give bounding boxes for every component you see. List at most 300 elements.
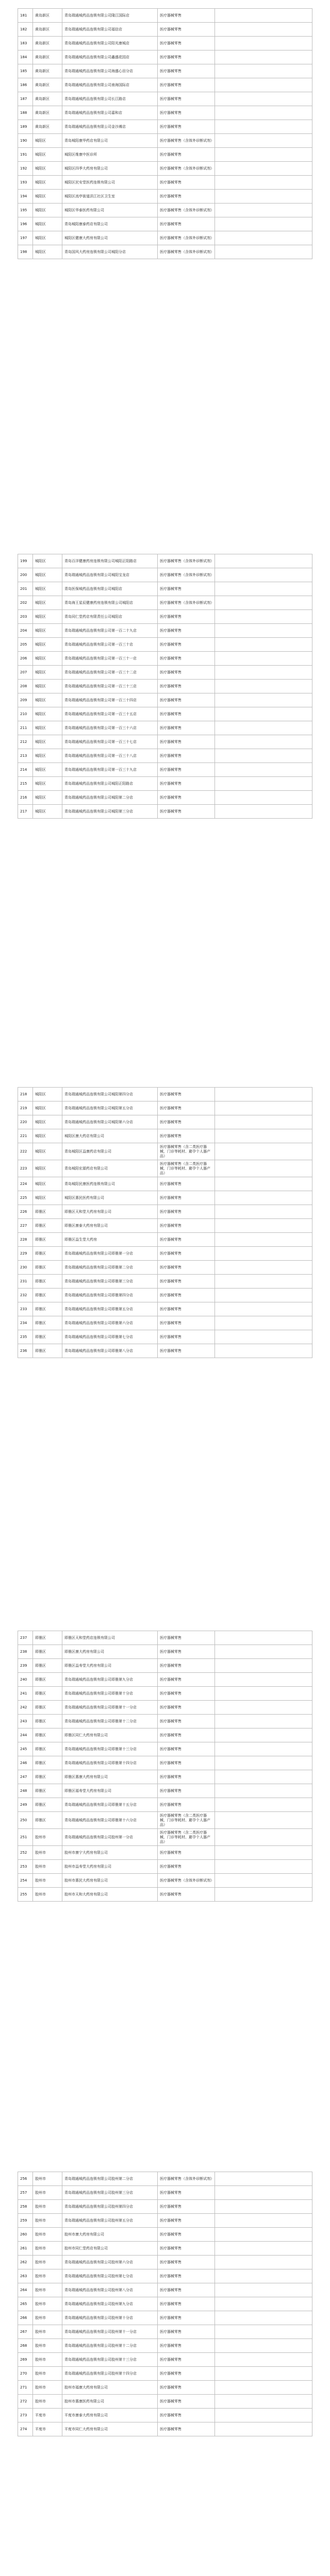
row-district: 黄岛新区 <box>33 50 62 64</box>
row-business-type: 医疗器械零售 <box>158 1756 215 1770</box>
row-business-type: 医疗器械零售 <box>158 1233 215 1247</box>
row-district: 即墨区 <box>33 1784 62 1798</box>
row-number: 253 <box>18 1860 33 1874</box>
row-company-name: 青岛瑞通城药品连锁有限公司城阳第六分店 <box>62 1115 158 1129</box>
row-number: 246 <box>18 1756 33 1770</box>
row-company-name: 青岛城阳民康医药连锁有限公司 <box>62 1177 158 1191</box>
row-number: 195 <box>18 204 33 217</box>
row-number: 192 <box>18 162 33 176</box>
table-row <box>18 2242 312 2256</box>
row-business-type: 医疗器械零售 <box>158 2395 215 2409</box>
table-row <box>18 50 312 64</box>
table-row <box>18 1275 312 1289</box>
row-business-type: 医疗器械零售 <box>158 1129 215 1143</box>
row-blank-cell <box>215 1756 312 1770</box>
row-district: 城阳区 <box>33 1177 62 1191</box>
row-blank-cell <box>215 1874 312 1888</box>
row-company-name: 青岛城阳康泰药店有限公司 <box>62 217 158 231</box>
table-row <box>18 1289 312 1302</box>
row-company-name: 青岛瑞通城药品连锁有限公司海盛心田分店 <box>62 64 158 78</box>
row-number: 255 <box>18 1888 33 1902</box>
table-row <box>18 596 312 610</box>
row-company-name: 青岛瑞通城药品连锁有限公司隆江国际店 <box>62 9 158 23</box>
row-business-type: 医疗器械零售 <box>158 23 215 37</box>
table-row <box>18 1247 312 1261</box>
table-fragment <box>18 2172 312 2436</box>
row-business-type: 医疗器械零售 <box>158 1631 215 1645</box>
row-blank-cell <box>215 2395 312 2409</box>
row-number: 221 <box>18 1129 33 1143</box>
table-row <box>18 37 312 50</box>
row-district: 胶州市 <box>33 2353 62 2367</box>
row-company-name: 即墨区康泰大药房有限公司 <box>62 1219 158 1233</box>
row-blank-cell <box>215 805 312 819</box>
row-business-type: 医疗器械零售 <box>158 2269 215 2283</box>
row-company-name: 胶州市福康大药房有限公司 <box>62 2381 158 2395</box>
table-row <box>18 2297 312 2311</box>
row-blank-cell <box>215 610 312 624</box>
row-district: 即墨区 <box>33 1673 62 1687</box>
row-company-name: 即墨区福寿堂大药房有限公司 <box>62 1784 158 1798</box>
row-blank-cell <box>215 231 312 245</box>
row-blank-cell <box>215 2172 312 2186</box>
row-district: 城阳区 <box>33 582 62 596</box>
row-district: 城阳区 <box>33 1160 62 1177</box>
row-number: 235 <box>18 1330 33 1344</box>
row-number: 274 <box>18 2422 33 2436</box>
row-blank-cell <box>215 1659 312 1673</box>
table-row <box>18 735 312 749</box>
row-number: 209 <box>18 693 33 707</box>
row-number: 216 <box>18 791 33 805</box>
row-district: 胶州市 <box>33 2200 62 2214</box>
table-row <box>18 610 312 624</box>
row-blank-cell <box>215 1160 312 1177</box>
row-business-type: 医疗器械零售（含体外诊断试剂） <box>158 245 215 259</box>
row-blank-cell <box>215 693 312 707</box>
table-row <box>18 134 312 148</box>
row-business-type: 医疗器械零售 <box>158 777 215 791</box>
row-district: 黄岛新区 <box>33 120 62 134</box>
table-row <box>18 2214 312 2228</box>
table-row <box>18 1631 312 1645</box>
row-business-type: 医疗器械零售 <box>158 1205 215 1219</box>
row-district: 城阳区 <box>33 693 62 707</box>
row-number: 201 <box>18 582 33 596</box>
row-company-name: 城阳区华泰医药有限公司 <box>62 204 158 217</box>
row-blank-cell <box>215 1233 312 1247</box>
row-district: 胶州市 <box>33 2311 62 2325</box>
row-number: 210 <box>18 707 33 721</box>
row-business-type: 医疗器械零售 <box>158 582 215 596</box>
row-company-name: 青岛瑞通城药品连锁有限公司鑫盛花园店 <box>62 50 158 64</box>
row-business-type: 医疗器械零售 <box>158 1302 215 1316</box>
row-business-type: 医疗器械零售 <box>158 1798 215 1812</box>
table-row <box>18 231 312 245</box>
row-business-type: 医疗器械零售 <box>158 2242 215 2256</box>
row-company-name: 平度市康泰大药房有限公司 <box>62 2409 158 2422</box>
row-number: 240 <box>18 1673 33 1687</box>
row-business-type: 医疗器械零售（含体外诊断试剂） <box>158 134 215 148</box>
row-company-name: 青岛瑞通城药品连锁有限公司嘉和店 <box>62 106 158 120</box>
row-company-name: 青岛瑞通城药品连锁有限公司即墨第八分店 <box>62 1344 158 1358</box>
row-blank-cell <box>215 1888 312 1902</box>
row-business-type: 医疗器械零售 <box>158 120 215 134</box>
row-company-name: 青岛瑞通城药品连锁有限公司胶州第九分店 <box>62 2297 158 2311</box>
row-business-type: 医疗器械零售 <box>158 749 215 763</box>
row-number: 266 <box>18 2311 33 2325</box>
row-blank-cell <box>215 1247 312 1261</box>
row-blank-cell <box>215 64 312 78</box>
row-district: 城阳区 <box>33 763 62 777</box>
row-blank-cell <box>215 1143 312 1160</box>
table-row <box>18 78 312 92</box>
row-business-type: 医疗器械零售 <box>158 1289 215 1302</box>
row-business-type: 医疗器械零售（含体外诊断试剂） <box>158 162 215 176</box>
row-number: 191 <box>18 148 33 162</box>
row-district: 城阳区 <box>33 1191 62 1205</box>
row-district: 城阳区 <box>33 610 62 624</box>
row-company-name: 青岛瑞通城药品连锁有限公司金沙滩店 <box>62 120 158 134</box>
row-company-name: 青岛瑞通城药品连锁有限公司即墨第十一分店 <box>62 1701 158 1715</box>
row-business-type: 医疗器械零售 <box>158 1860 215 1874</box>
row-business-type: 医疗器械零售 <box>158 1191 215 1205</box>
row-number: 199 <box>18 554 33 568</box>
table-row <box>18 1302 312 1316</box>
row-business-type: 医疗器械零售 <box>158 624 215 638</box>
table-row <box>18 217 312 231</box>
row-business-type: 医疗器械零售 <box>158 50 215 64</box>
row-number: 273 <box>18 2409 33 2422</box>
row-blank-cell <box>215 735 312 749</box>
table-fragment <box>18 8 312 259</box>
row-blank-cell <box>215 1673 312 1687</box>
row-business-type: 医疗器械零售 <box>158 1177 215 1191</box>
row-number: 262 <box>18 2256 33 2269</box>
row-number: 186 <box>18 78 33 92</box>
row-blank-cell <box>215 1742 312 1756</box>
row-number: 232 <box>18 1289 33 1302</box>
row-blank-cell <box>215 791 312 805</box>
row-blank-cell <box>215 23 312 37</box>
row-number: 261 <box>18 2242 33 2256</box>
row-number: 184 <box>18 50 33 64</box>
table-row <box>18 1344 312 1358</box>
row-district: 即墨区 <box>33 1344 62 1358</box>
row-business-type: 医疗器械零售 <box>158 92 215 106</box>
table-row <box>18 2172 312 2186</box>
row-number: 230 <box>18 1261 33 1275</box>
row-blank-cell <box>215 1715 312 1728</box>
table-row <box>18 1874 312 1888</box>
table-row <box>18 2367 312 2381</box>
row-business-type: 医疗器械零售 <box>158 1261 215 1275</box>
row-company-name: 即墨区惠康大药房有限公司 <box>62 1770 158 1784</box>
row-number: 196 <box>18 217 33 231</box>
row-company-name: 青岛瑞通城药品连锁有限公司即墨第十三分店 <box>62 1742 158 1756</box>
row-business-type: 医疗器械零售 <box>158 1888 215 1902</box>
row-company-name: 青岛瑞通城药品连锁有限公司即墨第七分店 <box>62 1330 158 1344</box>
row-number: 259 <box>18 2214 33 2228</box>
row-number: 203 <box>18 610 33 624</box>
table-row <box>18 64 312 78</box>
row-blank-cell <box>215 2214 312 2228</box>
row-blank-cell <box>215 1701 312 1715</box>
row-district: 即墨区 <box>33 1715 62 1728</box>
row-company-name: 青岛百洋健康药房连锁有限公司城阳正阳路店 <box>62 554 158 568</box>
row-blank-cell <box>215 2381 312 2395</box>
table-row <box>18 2339 312 2353</box>
row-business-type: 医疗器械零售 <box>158 2186 215 2200</box>
row-company-name: 青岛瑞通城药品连锁有限公司即墨第四分店 <box>62 1289 158 1302</box>
table-row <box>18 1191 312 1205</box>
row-blank-cell <box>215 2353 312 2367</box>
row-company-name: 青岛医保城药品连锁有限公司城阳店 <box>62 582 158 596</box>
row-company-name: 青岛瑞通城药品连锁有限公司城阳正阳路店 <box>62 777 158 791</box>
row-company-name: 青岛瑞通城药品连锁有限公司胶州第七分店 <box>62 2269 158 2283</box>
row-blank-cell <box>215 2186 312 2200</box>
registry-table <box>18 1087 312 1358</box>
row-number: 234 <box>18 1316 33 1330</box>
row-blank-cell <box>215 1829 312 1846</box>
row-business-type: 医疗器械零售 <box>158 2228 215 2242</box>
row-district: 城阳区 <box>33 638 62 652</box>
row-number: 200 <box>18 568 33 582</box>
row-business-type: 医疗器械零售 <box>158 2339 215 2353</box>
row-district: 城阳区 <box>33 1143 62 1160</box>
row-blank-cell <box>215 554 312 568</box>
row-blank-cell <box>215 2200 312 2214</box>
row-blank-cell <box>215 2325 312 2339</box>
row-blank-cell <box>215 106 312 120</box>
row-company-name: 青岛瑞通城药品连锁有限公司第一百三十五店 <box>62 707 158 721</box>
row-number: 264 <box>18 2283 33 2297</box>
row-blank-cell <box>215 120 312 134</box>
row-business-type: 医疗器械零售 <box>158 1728 215 1742</box>
row-company-name: 青岛瑞通城药品连锁有限公司胶州第三分店 <box>62 2186 158 2200</box>
row-blank-cell <box>215 148 312 162</box>
row-company-name: 即墨区益生堂大药房 <box>62 1233 158 1247</box>
table-row <box>18 1659 312 1673</box>
row-blank-cell <box>215 1770 312 1784</box>
table-row <box>18 1756 312 1770</box>
row-number: 224 <box>18 1177 33 1191</box>
row-business-type: 医疗器械零售 <box>158 1784 215 1798</box>
row-company-name: 城阳区康大药店有限公司 <box>62 1129 158 1143</box>
row-business-type: 医疗器械零售 <box>158 1770 215 1784</box>
table-row <box>18 1784 312 1798</box>
row-business-type: 医疗器械零售（含体外诊断试剂） <box>158 568 215 582</box>
table-row <box>18 1829 312 1846</box>
row-district: 胶州市 <box>33 2214 62 2228</box>
table-row <box>18 2422 312 2436</box>
row-district: 城阳区 <box>33 791 62 805</box>
row-district: 城阳区 <box>33 777 62 791</box>
row-blank-cell <box>215 1784 312 1798</box>
row-business-type: 医疗器械零售 <box>158 1088 215 1101</box>
row-district: 城阳区 <box>33 1101 62 1115</box>
row-number: 263 <box>18 2269 33 2283</box>
row-district: 胶州市 <box>33 2242 62 2256</box>
row-number: 222 <box>18 1143 33 1160</box>
row-company-name: 青岛瑞通城药品连锁有限公司胶州第八分店 <box>62 2283 158 2297</box>
row-business-type: 医疗器械零售 <box>158 1846 215 1860</box>
table-row <box>18 2200 312 2214</box>
row-district: 城阳区 <box>33 805 62 819</box>
table-row <box>18 176 312 190</box>
row-number: 198 <box>18 245 33 259</box>
row-company-name: 青岛瑞通城药品连锁有限公司胶州第十分店 <box>62 2311 158 2325</box>
row-business-type: 医疗器械零售 <box>158 707 215 721</box>
table-row <box>18 666 312 680</box>
row-business-type: 医疗器械零售 <box>158 2325 215 2339</box>
row-blank-cell <box>215 1088 312 1101</box>
row-blank-cell <box>215 1101 312 1115</box>
row-number: 228 <box>18 1233 33 1247</box>
table-row <box>18 721 312 735</box>
table-row <box>18 1177 312 1191</box>
row-number: 217 <box>18 805 33 819</box>
row-number: 190 <box>18 134 33 148</box>
row-company-name: 青岛瑞通城药品连锁有限公司胶州第一分店 <box>62 1829 158 1846</box>
table-row <box>18 1715 312 1728</box>
row-district: 胶州市 <box>33 2186 62 2200</box>
table-row <box>18 1261 312 1275</box>
row-district: 胶州市 <box>33 2339 62 2353</box>
row-number: 225 <box>18 1191 33 1205</box>
row-business-type: 医疗器械零售 <box>158 805 215 819</box>
table-row <box>18 92 312 106</box>
row-blank-cell <box>215 596 312 610</box>
row-number: 187 <box>18 92 33 106</box>
row-number: 226 <box>18 1205 33 1219</box>
row-district: 城阳区 <box>33 148 62 162</box>
row-business-type: 医疗器械零售（含体外诊断试剂） <box>158 204 215 217</box>
row-district: 胶州市 <box>33 1860 62 1874</box>
table-row <box>18 1233 312 1247</box>
row-blank-cell <box>215 624 312 638</box>
row-district: 城阳区 <box>33 680 62 693</box>
row-number: 244 <box>18 1728 33 1742</box>
row-business-type: 医疗器械零售（含二类医疗器械，门诊等耗材、避孕个人器产品） <box>158 1812 215 1829</box>
table-row <box>18 1770 312 1784</box>
table-row <box>18 777 312 791</box>
row-blank-cell <box>215 245 312 259</box>
row-district: 即墨区 <box>33 1631 62 1645</box>
table-row <box>18 2256 312 2269</box>
row-business-type: 医疗器械零售 <box>158 1715 215 1728</box>
row-business-type: 医疗器械零售 <box>158 176 215 190</box>
row-company-name: 青岛瑞通城药品连锁有限公司第一百三十七店 <box>62 735 158 749</box>
table-row <box>18 1728 312 1742</box>
row-business-type: 医疗器械零售 <box>158 1687 215 1701</box>
row-district: 平度市 <box>33 2422 62 2436</box>
row-business-type: 医疗器械零售（含体外诊断试剂） <box>158 554 215 568</box>
row-district: 即墨区 <box>33 1233 62 1247</box>
row-blank-cell <box>215 2256 312 2269</box>
row-district: 城阳区 <box>33 554 62 568</box>
row-blank-cell <box>215 666 312 680</box>
row-district: 城阳区 <box>33 134 62 148</box>
row-business-type: 医疗器械零售 <box>158 791 215 805</box>
row-number: 243 <box>18 1715 33 1728</box>
table-row <box>18 1701 312 1715</box>
row-blank-cell <box>215 582 312 596</box>
row-number: 233 <box>18 1302 33 1316</box>
row-district: 城阳区 <box>33 596 62 610</box>
row-district: 胶州市 <box>33 1888 62 1902</box>
row-district: 城阳区 <box>33 217 62 231</box>
row-district: 城阳区 <box>33 1115 62 1129</box>
row-company-name: 青岛瑞通城药品连锁有限公司第一百三十六店 <box>62 721 158 735</box>
row-number: 271 <box>18 2381 33 2395</box>
row-district: 即墨区 <box>33 1659 62 1673</box>
table-row <box>18 204 312 217</box>
row-district: 即墨区 <box>33 1247 62 1261</box>
row-number: 237 <box>18 1631 33 1645</box>
row-number: 241 <box>18 1687 33 1701</box>
table-row <box>18 554 312 568</box>
row-company-name: 青岛瑞通城药品连锁有限公司即墨第一分店 <box>62 1247 158 1261</box>
row-blank-cell <box>215 1275 312 1289</box>
table-row <box>18 1860 312 1874</box>
row-district: 胶州市 <box>33 2283 62 2297</box>
row-business-type: 医疗器械零售 <box>158 2200 215 2214</box>
row-blank-cell <box>215 652 312 666</box>
table-row <box>18 2409 312 2422</box>
table-row <box>18 162 312 176</box>
row-number: 254 <box>18 1874 33 1888</box>
row-blank-cell <box>215 763 312 777</box>
row-blank-cell <box>215 2242 312 2256</box>
row-company-name: 即墨区天和堂大药房有限公司 <box>62 1205 158 1219</box>
row-blank-cell <box>215 2311 312 2325</box>
row-company-name: 即墨区益寿堂大药房有限公司 <box>62 1659 158 1673</box>
row-company-name: 青岛城阳康华药店有限公司 <box>62 134 158 148</box>
row-district: 即墨区 <box>33 1219 62 1233</box>
table-row <box>18 23 312 37</box>
row-number: 208 <box>18 680 33 693</box>
row-district: 城阳区 <box>33 1088 62 1101</box>
row-number: 265 <box>18 2297 33 2311</box>
row-blank-cell <box>215 1302 312 1316</box>
row-blank-cell <box>215 92 312 106</box>
table-row <box>18 2325 312 2339</box>
row-blank-cell <box>215 1860 312 1874</box>
row-blank-cell <box>215 78 312 92</box>
row-blank-cell <box>215 134 312 148</box>
table-row <box>18 1088 312 1101</box>
row-blank-cell <box>215 1812 312 1829</box>
row-number: 183 <box>18 37 33 50</box>
row-company-name: 青岛瑞通城药品连锁有限公司即墨第十四分店 <box>62 1756 158 1770</box>
row-number: 247 <box>18 1770 33 1784</box>
row-company-name: 城阳区健康大药房有限公司 <box>62 231 158 245</box>
row-company-name: 青岛瑞通城药品连锁有限公司胶州第四分店 <box>62 2200 158 2214</box>
table-row <box>18 1846 312 1860</box>
row-company-name: 青岛瑞通城药品连锁有限公司福信店 <box>62 23 158 37</box>
row-number: 257 <box>18 2186 33 2200</box>
table-row <box>18 2186 312 2200</box>
row-number: 206 <box>18 652 33 666</box>
row-company-name: 青岛瑞通城药品连锁有限公司南海国际店 <box>62 78 158 92</box>
row-company-name: 城阳区流亭街道洪江社区卫生室 <box>62 190 158 204</box>
row-district: 黄岛新区 <box>33 9 62 23</box>
row-business-type: 医疗器械零售 <box>158 37 215 50</box>
row-company-name: 青岛瑞通城药品连锁有限公司即墨第三分店 <box>62 1275 158 1289</box>
row-number: 238 <box>18 1645 33 1659</box>
row-company-name: 青岛瑞通城药品连锁有限公司第一百三十三店 <box>62 680 158 693</box>
